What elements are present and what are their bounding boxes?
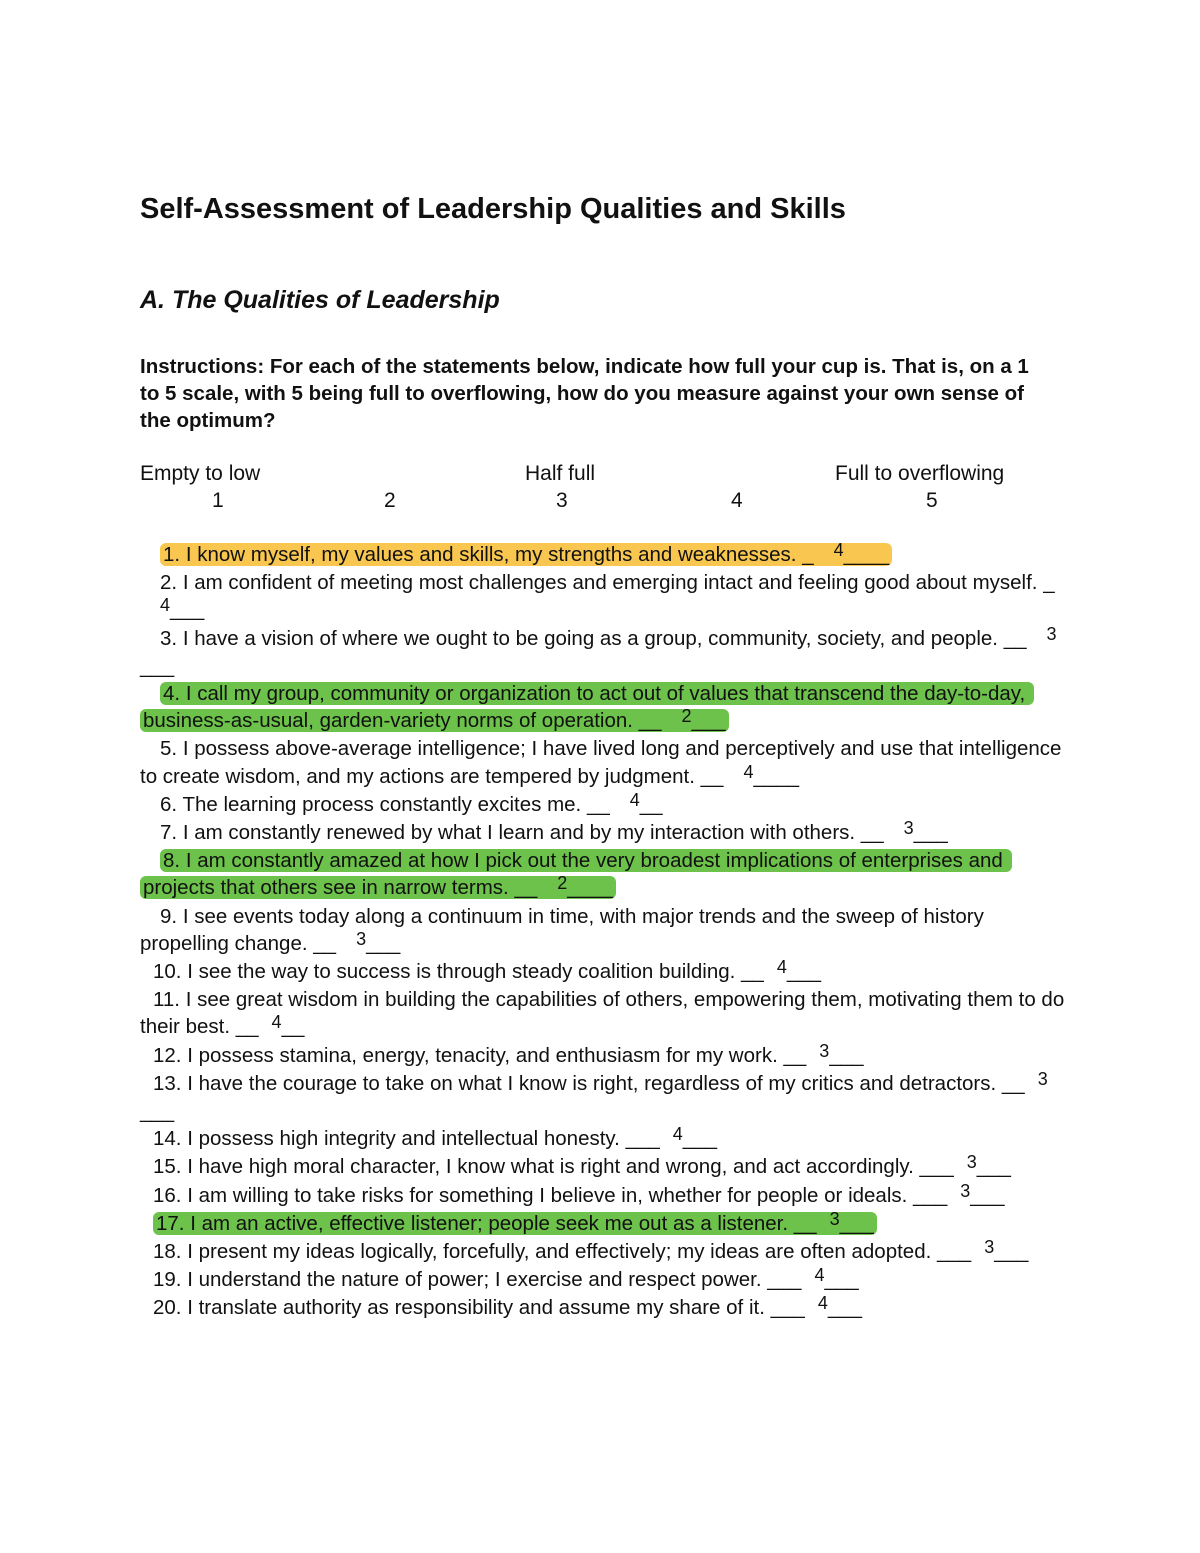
rating-answer[interactable]: 3 bbox=[960, 1180, 971, 1201]
statement-content bbox=[140, 1068, 1048, 1124]
statement-item bbox=[140, 958, 1070, 986]
answer-blank-leading: __ bbox=[741, 960, 764, 984]
statement-text: I present my ideas logically, forcefully, and effectively; my ideas are often adopted. bbox=[187, 1240, 932, 1264]
statement-number: 8. bbox=[163, 849, 181, 873]
answer-blank-trailing: ___ bbox=[170, 598, 205, 622]
statement-content bbox=[153, 1152, 1011, 1179]
answer-blank-trailing: __ bbox=[639, 792, 663, 816]
highlighted-statement bbox=[160, 540, 892, 566]
scale-number-5: 5 bbox=[926, 489, 938, 512]
statement-item bbox=[140, 986, 1088, 1041]
answer-blank-leading: __ bbox=[638, 709, 662, 733]
statement-content bbox=[153, 957, 822, 984]
statement-item bbox=[140, 625, 1070, 680]
answer-blank-leading: ___ bbox=[919, 1155, 954, 1179]
statement-item bbox=[140, 735, 1070, 790]
rating-answer[interactable]: 2 bbox=[681, 706, 692, 727]
highlighted-statement bbox=[140, 682, 1034, 732]
statement-item bbox=[140, 819, 1070, 847]
statement-text: I have the courage to take on what I know is right, regardless of my critics and detractors. bbox=[187, 1071, 997, 1095]
answer-blank-trailing: ___ bbox=[976, 1155, 1011, 1179]
scale-number-3: 3 bbox=[556, 489, 568, 512]
answer-blank-leading: ___ bbox=[767, 1268, 802, 1292]
statement-text: I see the way to success is through steady coalition building. bbox=[187, 960, 736, 984]
scale-low-label: Empty to low bbox=[140, 462, 261, 485]
statement-number: 20. bbox=[153, 1296, 182, 1320]
answer-blank-leading: ___ bbox=[625, 1127, 660, 1151]
statement-number: 3. bbox=[160, 626, 178, 650]
statement-item bbox=[140, 791, 1070, 819]
statement-text: I am an active, effective listener; people seek me out as a listener. bbox=[190, 1211, 789, 1235]
statement-number: 9. bbox=[160, 904, 178, 928]
answer-blank-trailing: ___ bbox=[682, 1127, 718, 1151]
scale-number-2: 2 bbox=[384, 489, 396, 512]
rating-answer[interactable]: 3 bbox=[903, 818, 914, 839]
statement-list bbox=[140, 540, 1088, 1323]
statement-item bbox=[140, 1042, 1070, 1070]
statement-text: I know myself, my values and skills, my strengths and weaknesses. bbox=[185, 543, 797, 566]
answer-blank-leading: __ bbox=[235, 1015, 259, 1039]
statement-number: 19. bbox=[153, 1268, 182, 1292]
rating-answer[interactable]: 4 bbox=[814, 1265, 825, 1286]
statement-number: 14. bbox=[153, 1127, 182, 1151]
answer-blank-leading: __ bbox=[586, 792, 610, 816]
statement-text: I am constantly renewed by what I learn and by my interaction with others. bbox=[182, 821, 856, 845]
statement-number: 4. bbox=[163, 682, 181, 706]
answer-blank-leading: __ bbox=[700, 764, 724, 788]
answer-blank-trailing: ___ bbox=[839, 1211, 874, 1235]
statement-text: The learning process constantly excites me. bbox=[182, 792, 582, 816]
statement-text: I understand the nature of power; I exercise and respect power. bbox=[187, 1268, 762, 1292]
statement-item bbox=[140, 569, 1070, 624]
statement-item bbox=[140, 1125, 1070, 1153]
statement-text: I have a vision of where we ought to be going as a group, community, society, and people. bbox=[182, 626, 998, 650]
rating-answer[interactable]: 4 bbox=[160, 595, 171, 616]
statement-content bbox=[160, 789, 663, 816]
answer-blank-trailing: ____ bbox=[753, 764, 800, 788]
answer-blank-trailing: ___ bbox=[827, 1296, 863, 1320]
answer-blank-leading: __ bbox=[313, 931, 337, 955]
rating-answer[interactable]: 4 bbox=[833, 540, 844, 560]
answer-blank-leading: ___ bbox=[770, 1296, 805, 1320]
statement-text: I translate authority as responsibility and assume my share of it. bbox=[187, 1296, 765, 1320]
statement-number: 18. bbox=[153, 1240, 182, 1264]
statement-content bbox=[153, 1293, 863, 1320]
answer-blank-leading: __ bbox=[793, 1211, 817, 1235]
statement-content bbox=[153, 1237, 1029, 1264]
rating-answer[interactable]: 4 bbox=[743, 761, 754, 782]
answer-blank-leading: __ bbox=[860, 821, 884, 845]
section-title: A. The Qualities of Leadership bbox=[140, 286, 500, 314]
rating-answer[interactable]: 3 bbox=[1037, 1068, 1048, 1089]
rating-answer[interactable]: 3 bbox=[1046, 623, 1057, 644]
highlighted-statement bbox=[153, 1208, 877, 1235]
statement-number: 16. bbox=[153, 1183, 182, 1207]
statement-text: I am willing to take risks for something I believe in, whether for people or ideals. bbox=[187, 1183, 908, 1207]
statement-content bbox=[153, 1040, 864, 1067]
statement-text: I have high moral character, I know what is right and wrong, and act accordingly. bbox=[187, 1155, 914, 1179]
answer-blank-trailing: ___ bbox=[366, 931, 401, 955]
answer-blank-leading: ___ bbox=[937, 1240, 972, 1264]
statement-number: 10. bbox=[153, 960, 182, 984]
answer-blank-trailing: ___ bbox=[829, 1043, 864, 1067]
rating-answer[interactable]: 3 bbox=[829, 1208, 840, 1229]
statement-item bbox=[140, 1070, 1070, 1125]
rating-answer[interactable]: 3 bbox=[984, 1237, 995, 1258]
scale-mid-label: Half full bbox=[525, 462, 596, 485]
statement-number: 7. bbox=[160, 821, 178, 845]
answer-blank-leading: _ bbox=[1043, 571, 1055, 595]
answer-blank-trailing: __ bbox=[281, 1015, 305, 1039]
statement-number: 2. bbox=[160, 571, 178, 595]
statement-content bbox=[153, 1265, 859, 1292]
answer-blank-leading: __ bbox=[1003, 626, 1027, 650]
answer-blank-trailing: ___ bbox=[786, 960, 822, 984]
rating-answer[interactable]: 2 bbox=[557, 873, 568, 894]
statement-content bbox=[140, 571, 1055, 621]
rating-answer[interactable]: 3 bbox=[966, 1152, 977, 1173]
answer-blank-trailing: ___ bbox=[824, 1268, 859, 1292]
statement-number: 5. bbox=[160, 737, 178, 761]
scale-high-label: Full to overflowing bbox=[835, 462, 1005, 485]
statement-text: I possess above-average intelligence; I have lived long and perceptively and use that intelligence to create wisdom, and my actions are tempered by judgment. bbox=[140, 737, 1068, 788]
statement-number: 17. bbox=[156, 1211, 185, 1235]
instructions-text: Instructions: For each of the statements below, indicate how full your cup is. That is, on a 1 to 5 scale, with 5 being full to overflowing, how do you measure against your own sense of the optimum? bbox=[140, 355, 1029, 432]
statement-number: 13. bbox=[153, 1071, 182, 1095]
answer-blank-leading: __ bbox=[783, 1043, 807, 1067]
statement-item bbox=[140, 541, 1070, 569]
statement-text: I possess stamina, energy, tenacity, and enthusiasm for my work. bbox=[187, 1043, 778, 1067]
statement-text: I am constantly amazed at how I pick out the very broadest implications of enterprises and projects that others see in narrow terms. bbox=[143, 849, 1009, 900]
rating-answer[interactable]: 4 bbox=[629, 789, 640, 810]
rating-answer[interactable]: 4 bbox=[271, 1012, 282, 1033]
rating-answer[interactable]: 4 bbox=[817, 1293, 828, 1314]
statement-number: 6. bbox=[160, 792, 178, 816]
statement-item bbox=[140, 903, 1070, 958]
answer-blank-trailing: ___ bbox=[913, 821, 948, 845]
statement-text: I call my group, community or organization to act out of values that transcend the day-to-day, business-as-usual, garden-variety norms of operation. bbox=[143, 682, 1031, 733]
answer-blank-leading: __ bbox=[1001, 1071, 1025, 1095]
statement-item bbox=[140, 847, 1070, 902]
answer-blank-trailing: ___ bbox=[140, 1100, 175, 1124]
scale-number-1: 1 bbox=[212, 489, 224, 512]
answer-blank-leading: __ bbox=[514, 876, 538, 900]
statement-number: 11. bbox=[153, 988, 180, 1012]
statement-content bbox=[140, 737, 1067, 787]
statement-number: 12. bbox=[153, 1043, 182, 1067]
scale-number-4: 4 bbox=[731, 489, 743, 512]
rating-answer[interactable]: 3 bbox=[819, 1040, 830, 1061]
statement-item bbox=[140, 1238, 1070, 1266]
statement-content bbox=[140, 988, 1087, 1038]
answer-blank-leading: ___ bbox=[913, 1183, 948, 1207]
answer-blank-trailing: ____ bbox=[843, 543, 890, 566]
statement-text: I possess high integrity and intellectual honesty. bbox=[187, 1127, 620, 1151]
rating-answer[interactable]: 4 bbox=[776, 957, 787, 978]
statement-item bbox=[140, 1294, 1070, 1322]
page-title: Self-Assessment of Leadership Qualities and Skills bbox=[140, 193, 846, 225]
statement-content bbox=[153, 1180, 1005, 1207]
answer-blank-trailing: ___ bbox=[140, 654, 175, 678]
highlighted-statement bbox=[140, 849, 1012, 899]
statement-item bbox=[140, 1182, 1070, 1210]
answer-blank-trailing: ____ bbox=[567, 876, 613, 900]
statement-item bbox=[140, 1210, 1070, 1238]
statement-item bbox=[140, 1266, 1070, 1294]
statement-number: 1. bbox=[163, 543, 181, 566]
statement-content bbox=[160, 818, 948, 845]
statement-text: I see great wisdom in building the capabilities of others, empowering them, motivating them to do their best. bbox=[140, 988, 1088, 1039]
answer-blank-leading: _ bbox=[802, 543, 814, 566]
statement-text: I see events today along a continuum in time, with major trends and the sweep of history propelling change. bbox=[140, 904, 990, 955]
rating-answer[interactable]: 3 bbox=[356, 928, 367, 949]
rating-answer[interactable]: 4 bbox=[672, 1124, 683, 1145]
statement-content bbox=[140, 905, 990, 955]
statement-item bbox=[140, 1153, 1070, 1181]
statement-text: I am confident of meeting most challenges and emerging intact and feeling good about myself. bbox=[182, 571, 1038, 595]
answer-blank-trailing: ___ bbox=[970, 1183, 1005, 1207]
answer-blank-trailing: ___ bbox=[691, 709, 726, 733]
statement-content bbox=[140, 623, 1057, 678]
answer-blank-trailing: ___ bbox=[994, 1240, 1029, 1264]
statement-item bbox=[140, 680, 1070, 735]
statement-content bbox=[153, 1124, 718, 1151]
statement-number: 15. bbox=[153, 1155, 182, 1179]
